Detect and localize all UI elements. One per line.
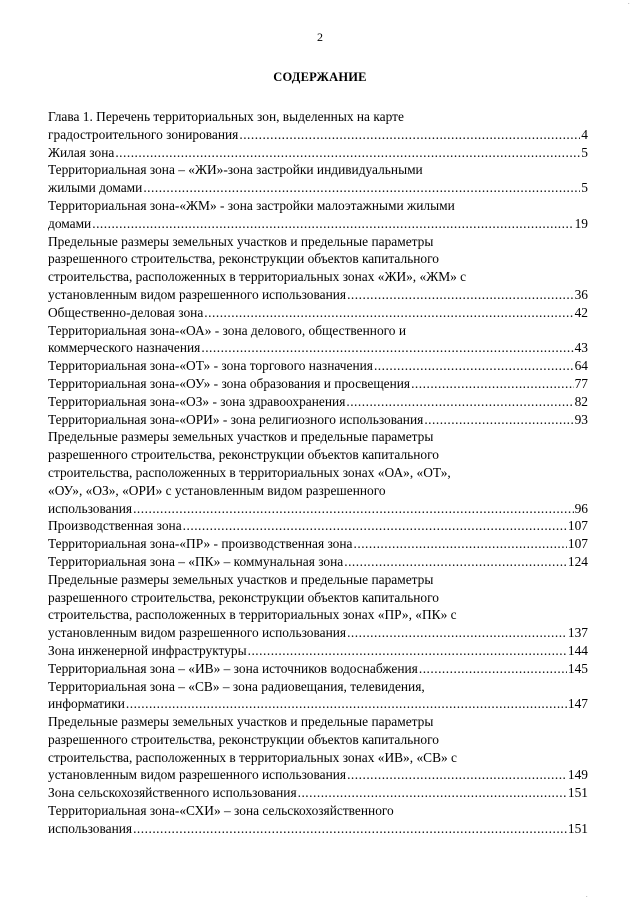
toc-entry[interactable]: [48, 535, 588, 553]
toc-entry[interactable]: [48, 428, 588, 517]
toc-page-number: 77: [574, 375, 588, 391]
toc-entry-line: информатики: [48, 696, 125, 712]
toc-entry-line: строительства, расположенных в территориальных зонах «ПР», «ПК» с: [48, 607, 457, 623]
toc-page-number: 149: [567, 767, 588, 783]
toc-entry-line: разрешенного строительства, реконструкции объектов капитального: [48, 447, 439, 463]
dot-leader: [133, 820, 567, 838]
toc-entry-line: установленным видом разрешенного использования: [48, 286, 347, 302]
toc-entry-line: Территориальная зона-«ПР» - производственная зона: [48, 536, 353, 552]
toc-entry[interactable]: [48, 375, 588, 393]
toc-entry-line: строительства, расположенных в территориальных зонах «ЖИ», «ЖМ» с: [48, 269, 467, 285]
toc-entry[interactable]: [48, 197, 588, 233]
corner-mark-top: ·: [627, 0, 630, 8]
toc-entry[interactable]: [48, 553, 588, 571]
toc-entry[interactable]: [48, 161, 588, 197]
toc-entry-line: разрешенного строительства, реконструкции объектов капитального: [48, 589, 439, 605]
page-number: 2: [317, 30, 323, 44]
toc-entry-line: Территориальная зона-«СХИ» – зона сельскохозяйственного: [48, 803, 394, 819]
toc-entry-line: Территориальная зона-«ОА» - зона делового, общественного и: [48, 322, 407, 338]
toc-entry[interactable]: [48, 802, 588, 838]
toc-page-number: 43: [574, 340, 588, 356]
dot-leader: [239, 126, 580, 144]
toc-page-number: 5: [581, 144, 588, 160]
toc-page-number: 4: [581, 126, 588, 142]
toc-entry[interactable]: [48, 393, 588, 411]
toc-entry-line: Зона инженерной инфраструктуры: [48, 642, 247, 658]
toc-entry-line: Территориальная зона-«ОТ» - зона торгового назначения: [48, 358, 373, 374]
toc-page-number: 145: [567, 660, 588, 676]
toc-entry[interactable]: [48, 678, 588, 714]
toc-page-number: 107: [567, 536, 588, 552]
toc-entry-line: Жилая зона: [48, 144, 115, 160]
toc-entry[interactable]: [48, 233, 588, 304]
toc-entry-line: Предельные размеры земельных участков и предельные параметры: [48, 233, 434, 249]
toc-entry-line: Зона сельскохозяйственного использования: [48, 785, 297, 801]
table-of-contents: [48, 108, 588, 838]
toc-page-number: 82: [574, 393, 588, 409]
toc-entry-line: строительства, расположенных в территориальных зонах «ОА», «ОТ»,: [48, 464, 451, 480]
dot-leader: [115, 144, 580, 162]
dot-leader: [354, 535, 567, 553]
toc-entry-line: установленным видом разрешенного использования: [48, 625, 347, 641]
toc-page-number: 124: [567, 553, 588, 569]
dot-leader: [419, 660, 567, 678]
toc-entry[interactable]: [48, 144, 588, 162]
toc-entry-line: Территориальная зона – «ЖИ»-зона застройки индивидуальными: [48, 162, 423, 178]
toc-entry[interactable]: [48, 713, 588, 784]
toc-page-number: 151: [567, 820, 588, 836]
toc-entry[interactable]: [48, 571, 588, 642]
toc-page-number: 107: [567, 518, 588, 534]
toc-entry-line: Общественно-деловая зона: [48, 304, 204, 320]
toc-entry-line: Территориальная зона – «СВ» – зона радиовещания, телевидения,: [48, 678, 425, 694]
toc-entry[interactable]: [48, 322, 588, 358]
toc-entry[interactable]: [48, 357, 588, 375]
toc-entry-line: разрешенного строительства, реконструкции объектов капитального: [48, 731, 439, 747]
toc-entry-line: домами: [48, 215, 92, 231]
toc-entry-line: Территориальная зона-«ОЗ» - зона здравоохранения: [48, 393, 346, 409]
toc-entry[interactable]: [48, 784, 588, 802]
dot-leader: [126, 695, 567, 713]
dot-leader: [347, 766, 567, 784]
dot-leader: [347, 624, 567, 642]
dot-leader: [298, 784, 567, 802]
toc-entry-line: Предельные размеры земельных участков и предельные параметры: [48, 714, 434, 730]
toc-page-number: 93: [574, 411, 588, 427]
dot-leader: [143, 179, 580, 197]
toc-entry-line: использования: [48, 500, 133, 516]
toc-page-number: 42: [574, 304, 588, 320]
toc-entry-line: Производственная зона: [48, 518, 182, 534]
toc-entry-line: коммерческого назначения: [48, 340, 201, 356]
toc-entry-line: разрешенного строительства, реконструкции объектов капитального: [48, 251, 439, 267]
dot-leader: [411, 375, 574, 393]
dot-leader: [248, 642, 567, 660]
toc-page-number: 147: [567, 696, 588, 712]
toc-entry-line: «ОУ», «ОЗ», «ОРИ» с установленным видом разрешенного: [48, 482, 386, 498]
toc-page-number: 19: [574, 215, 588, 231]
toc-page-number: 96: [574, 500, 588, 516]
dot-leader: [374, 357, 574, 375]
toc-entry-line: жилыми домами: [48, 180, 143, 196]
toc-page-number: 5: [581, 180, 588, 196]
toc-entry-line: установленным видом разрешенного использования: [48, 767, 347, 783]
dot-leader: [204, 304, 573, 322]
dot-leader: [92, 215, 573, 233]
toc-entry-line: использования: [48, 820, 133, 836]
toc-title: СОДЕРЖАНИЕ: [273, 70, 367, 84]
toc-entry[interactable]: [48, 517, 588, 535]
toc-entry-line: Территориальная зона – «ИВ» – зона источников водоснабжения: [48, 660, 418, 676]
toc-entry-line: Глава 1. Перечень территориальных зон, выделенных на карте: [48, 109, 404, 124]
toc-entry-line: градостроительного зонирования: [48, 126, 239, 142]
dot-leader: [133, 500, 574, 518]
toc-entry-line: строительства, расположенных в территориальных зонах «ИВ», «СВ» с: [48, 749, 457, 765]
dot-leader: [347, 286, 574, 304]
toc-page-number: 137: [567, 625, 588, 641]
toc-entry-line: Предельные размеры земельных участков и предельные параметры: [48, 571, 434, 587]
toc-entry-line: Предельные размеры земельных участков и предельные параметры: [48, 429, 434, 445]
toc-page-number: 151: [567, 785, 588, 801]
toc-entry[interactable]: [48, 304, 588, 322]
toc-entry[interactable]: [48, 642, 588, 660]
toc-entry-line: Территориальная зона-«ОУ» - зона образования и просвещения: [48, 375, 411, 391]
toc-entry[interactable]: [48, 108, 588, 144]
dot-leader: [183, 517, 567, 535]
dot-leader: [346, 393, 573, 411]
toc-entry-line: Территориальная зона-«ОРИ» - зона религиозного использования: [48, 411, 424, 427]
toc-page-number: 36: [574, 286, 588, 302]
toc-entry[interactable]: [48, 411, 588, 429]
corner-mark-bottom: ·: [585, 893, 588, 901]
dot-leader: [201, 339, 573, 357]
dot-leader: [344, 553, 567, 571]
toc-entry-line: Территориальная зона-«ЖМ» - зона застройки малоэтажными жилыми: [48, 197, 455, 213]
toc-entry-line: Территориальная зона – «ПК» – коммунальная зона: [48, 553, 344, 569]
dot-leader: [424, 411, 573, 429]
toc-entry[interactable]: [48, 660, 588, 678]
toc-page-number: 144: [567, 642, 588, 658]
toc-page-number: 64: [574, 358, 588, 374]
